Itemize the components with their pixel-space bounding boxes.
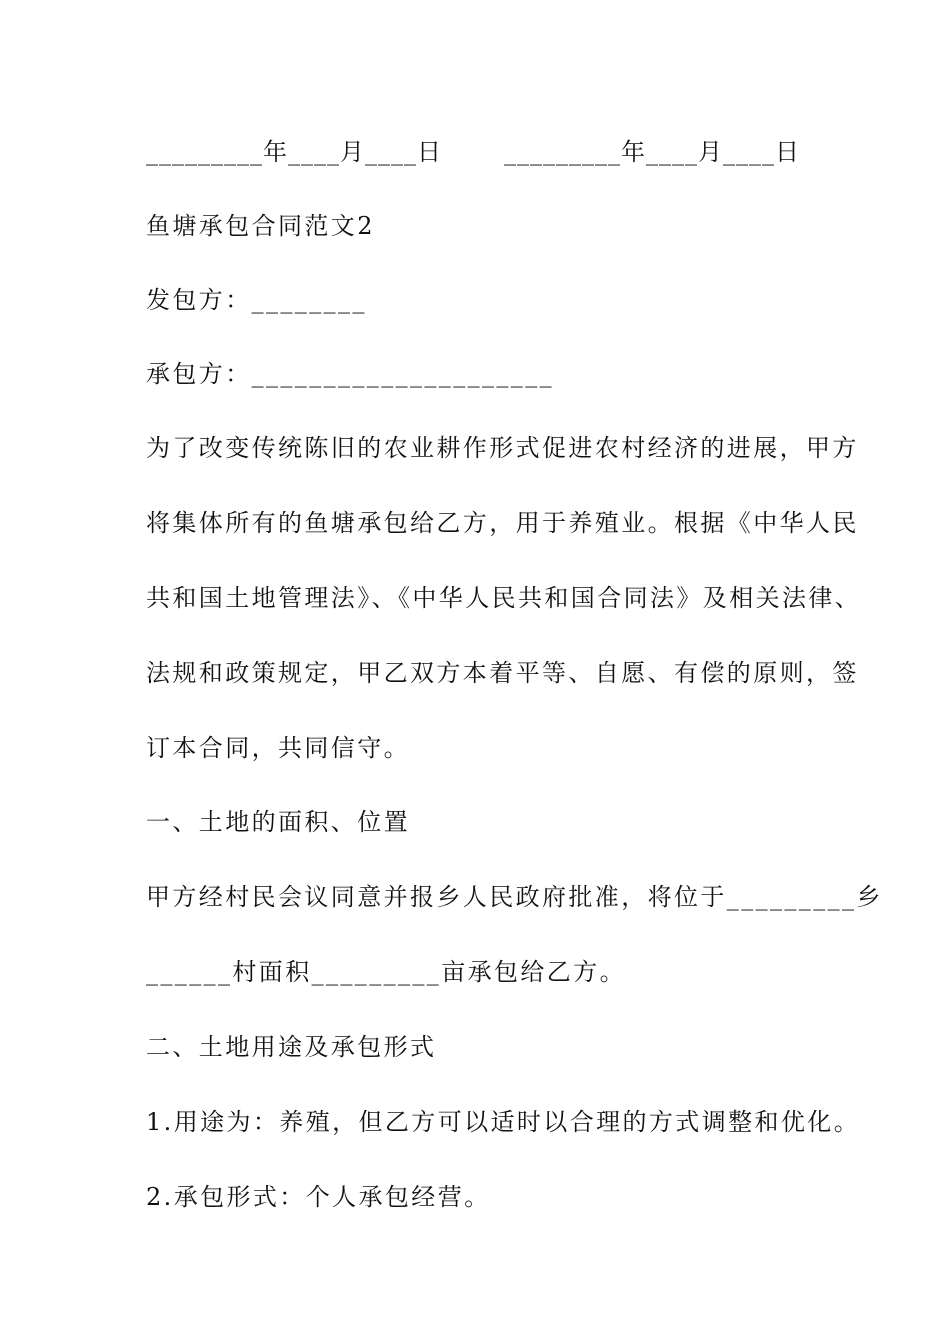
contract-title: 鱼塘承包合同范文2: [146, 212, 375, 240]
intro-line-4: 法规和政策规定，甲乙双方本着平等、自愿、有偿的原则，签: [146, 659, 859, 687]
section-1-body-line-1: 甲方经村民会议同意并报乡人民政府批准，将位于_________乡: [146, 883, 883, 911]
section-2-item-1: 1.用途为：养殖，但乙方可以适时以合理的方式调整和优化。: [146, 1108, 861, 1136]
intro-line-3: 共和国土地管理法》、《中华人民共和国合同法》及相关法律、: [146, 584, 862, 612]
party-b-sign-date: _________年____月____日: [504, 138, 800, 166]
section-2-heading: 二、土地用途及承包形式: [146, 1033, 437, 1061]
party-a-sign-date: _________年____月____日: [146, 138, 442, 166]
party-a-line: 发包方：________: [146, 286, 367, 314]
intro-line-5: 订本合同，共同信守。: [146, 734, 410, 762]
section-1-heading: 一、土地的面积、位置: [146, 808, 410, 836]
intro-line-1: 为了改变传统陈旧的农业耕作形式促进农村经济的进展，甲方: [146, 434, 859, 462]
signature-date-row: [146, 136, 846, 168]
party-b-line: 承包方：_____________________: [146, 360, 554, 388]
section-1-body-line-2: ______村面积_________亩承包给乙方。: [146, 958, 626, 986]
intro-line-2: 将集体所有的鱼塘承包给乙方，用于养殖业。根据《中华人民: [146, 509, 859, 537]
section-2-item-2: 2.承包形式：个人承包经营。: [146, 1183, 491, 1211]
